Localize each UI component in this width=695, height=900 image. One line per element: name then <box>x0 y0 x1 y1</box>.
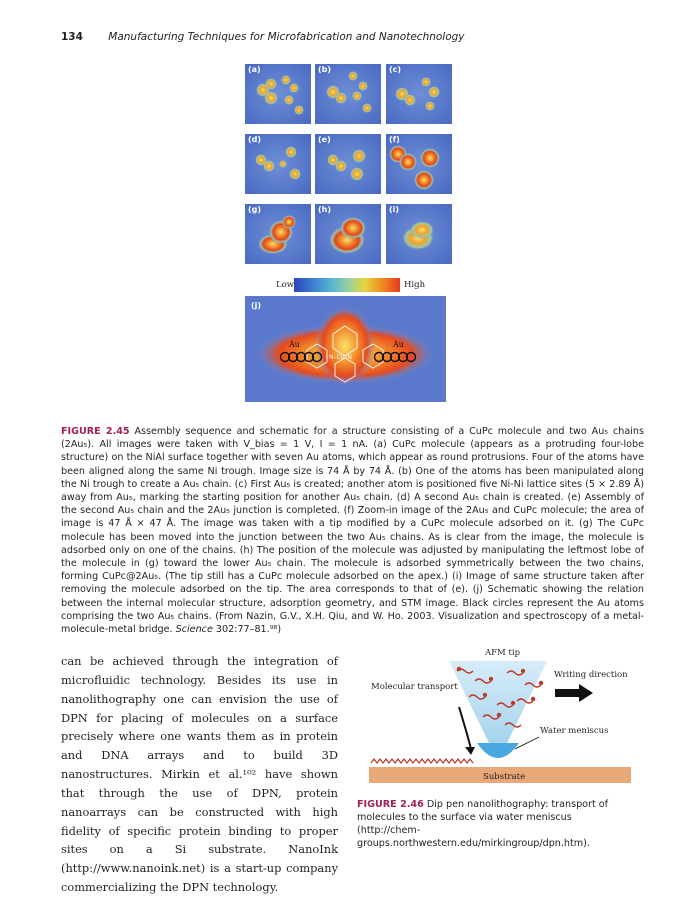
caption-end: 302:77–81.⁹⁸) <box>212 624 282 636</box>
figure-label: FIGURE 2.46 <box>357 799 424 810</box>
panel-label: (i) <box>389 205 400 214</box>
caption-text: Assembly sequence and schematic for a structure consisting of a CuPc molecule and two Au₅ chains (2Au₅). All images were taken with V_bias = 1 V, I = 1 nA. (a) CuPc molecule (appears as a protruding four-lobe structure) on the NiAl surface together with seven Au atoms, which appear as round protrusions. Four of the atoms have been aligned along the same Ni trough. Image size is 74 Å by 74 Å. (b) One of the atoms has been manipulated along the Ni trough to create a Au₅ chain. (c) First Au₅ is created; another atom is positioned five Ni-Ni lattice sites (5 × 2.89 Å) away from Au₅, marking the starting position for another Au₅ chain. (d) A second Au₅ chain is created. (e) Assembly of the second Au₅ chain and the 2Au₅ junction is completed. (f) Zoom-in image of the 2Au₅ and CuPc molecule; the area of image is 47 Å × 47 Å. The image was taken with a tip modified by a CuPc molecule adsorbed on it. (g) The CuPc molecule has been moved into the junction between the two Au₅ chains. As is clear from the image, the molecule is adsorbed only on one of the chains. (h) The position of the molecule was adjusted by manipulating the leftmost lobe of the molecule in (g) toward the lower Au₅ chain. The molecule is adsorbed symmetrically between the two chains, forming CuPc@2Au₅. (The tip still has a CuPc molecule adsorbed on the apex.) (i) Image of same structure taken after removing the molecule adsorbed on the tip. The area corresponds to that of (e). (j) Schematic showing the relation between the internal molecular structure, adsorption geometry, and STM image. Black circles represent the Au atoms comprising the two Au₅ chains. (From Nazin, G.V., X.H. Qiu, and W. Ho. 2003. Visualization and spectroscopy of a metal-molecule-metal bridge. <box>61 426 644 636</box>
dpn-diagram <box>357 645 647 795</box>
writing-direction-label: Writing direction <box>554 670 628 680</box>
figure-2-45-caption <box>61 425 644 636</box>
stm-panel-i <box>386 204 452 264</box>
panel-label: (e) <box>318 135 331 144</box>
stm-panel-g <box>245 204 311 264</box>
stm-panel-e <box>315 134 381 194</box>
caption-text: Dip pen nanolithography: transport of molecules to the surface via water meniscus (http://chem-groups.northwestern.edu/mirkingroup/dpn.htm). <box>357 799 609 849</box>
figure-2-46-caption <box>357 798 637 850</box>
stm-panel-c <box>386 64 452 124</box>
caption-journal: Science <box>175 624 213 636</box>
schematic-center-label: N–Cu–N <box>329 354 352 361</box>
color-scale-bar <box>294 278 400 292</box>
panel-label: (g) <box>248 205 262 214</box>
molecular-transport-label: Molecular transport <box>371 682 458 692</box>
panel-label: (c) <box>389 65 402 74</box>
afm-tip-label: AFM tip <box>485 648 521 658</box>
stm-panel-d <box>245 134 311 194</box>
schematic-panel-j <box>245 296 446 402</box>
running-title: Manufacturing Techniques for Microfabrication and Nanotechnology <box>108 31 465 43</box>
body-paragraph: can be achieved through the integration of microfluidic technology. Besides its use in nanolithography one can envision the use of DPN for placing of molecules on a surface precisely where one wants them as in protein and DNA arrays and to build 3D nanostructures. Mirkin et al.¹⁰² have shown that through the use of DPN, protein nanoarrays can be constructed with high fidelity of specific protein binding to proper sites on a Si substrate. NanoInk (http://www.nanoink.net) is a start-up company commercializing the DPN technology. <box>61 654 338 895</box>
panel-label: (b) <box>318 65 332 74</box>
panel-label: (h) <box>318 205 332 214</box>
schematic-au-left: Au <box>289 340 300 349</box>
stm-panel-b <box>315 64 381 124</box>
water-meniscus-label: Water meniscus <box>540 726 609 736</box>
page-number: 134 <box>61 31 83 43</box>
stm-panel-f <box>386 134 452 194</box>
scale-low-label: Low <box>276 280 295 290</box>
panel-label: (f) <box>389 135 400 144</box>
running-head <box>61 31 465 43</box>
figure-label: FIGURE 2.45 <box>61 426 130 437</box>
stm-panel-a <box>245 64 311 124</box>
panel-label: (a) <box>248 65 261 74</box>
scale-high-label: High <box>404 280 426 290</box>
panel-label: (d) <box>248 135 262 144</box>
panel-label: (j) <box>251 301 262 310</box>
stm-panel-h <box>315 204 381 264</box>
schematic-au-right: Au <box>393 340 404 349</box>
substrate-label: Substrate <box>483 772 526 782</box>
